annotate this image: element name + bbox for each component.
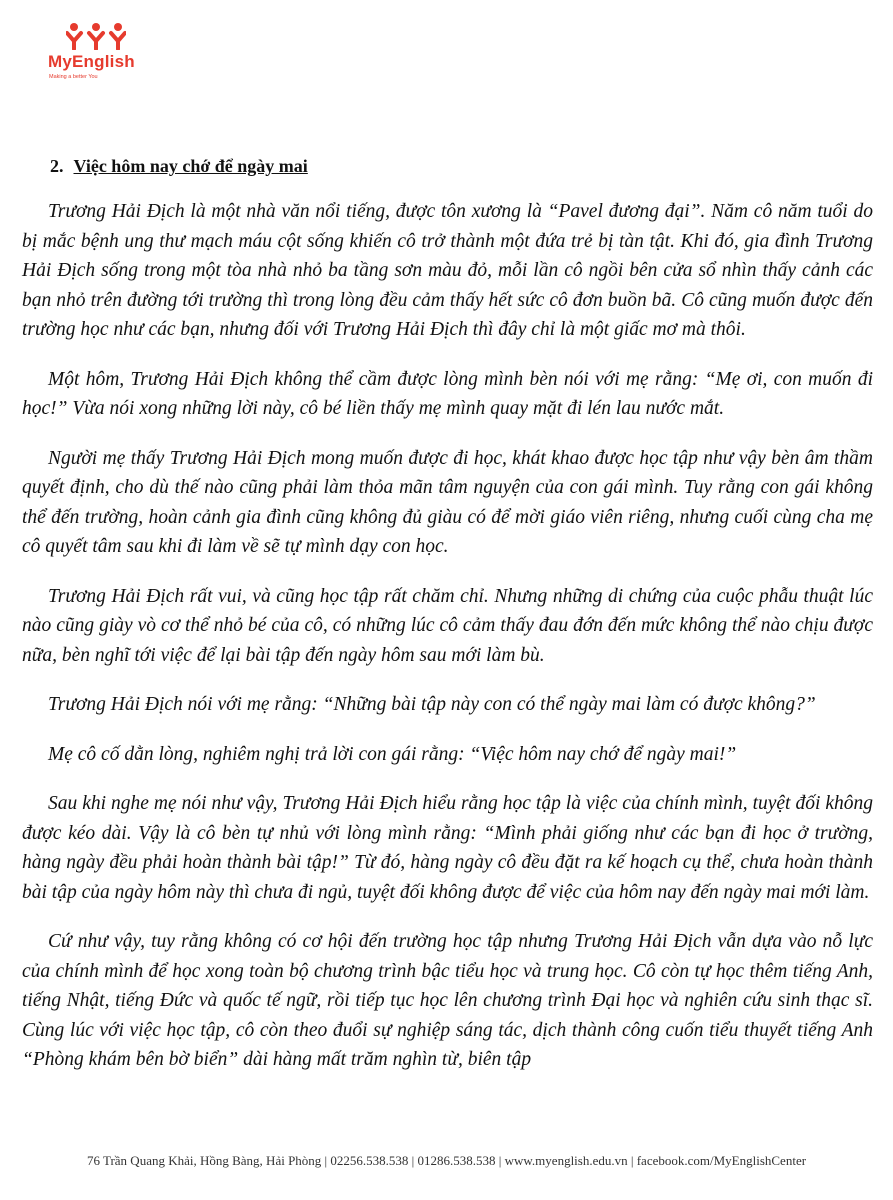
- brand-tagline: Making a better You: [49, 74, 98, 80]
- section-number: 2.: [50, 156, 64, 176]
- page-footer: 76 Trần Quang Khải, Hồng Bàng, Hải Phòng | 02256.538.538 | 01286.538.538 | www.myenglish.edu.vn | facebook.com/MyEnglishCenter: [86, 1153, 807, 1168]
- people-icon: [66, 22, 126, 50]
- paragraph: Một hôm, Trương Hải Địch không thể cầm được lòng mình bèn nói với mẹ rằng: “Mẹ ơi, con muốn đi học!” Vừa nói xong những lời này, cô bé liền thấy mẹ mình quay mặt đi lén lau nước mắt.: [22, 368, 873, 419]
- paragraph: Cứ như vậy, tuy rằng không có cơ hội đến trường học tập nhưng Trương Hải Địch vẫn dựa vào nỗ lực của chính mình để học xong toàn bộ chương trình bậc tiểu học và trung học. Cô còn tự học thêm tiếng Anh, tiếng Nhật, tiếng Đức và quốc tế ngữ, rồi tiếp tục học lên chương trình Đại học và nghiên cứu sinh thạc sĩ. Cùng lúc với việc học tập, cô còn theo đuổi sự nghiệp sáng tác, dịch thành công cuốn tiểu thuyết tiếng Anh “Phòng khám bên bờ biển” dài hàng mất trăm nghìn từ, biên tập: [22, 931, 873, 1070]
- paragraph: Trương Hải Địch rất vui, và cũng học tập rất chăm chỉ. Nhưng những di chứng của cuộc phẫu thuật lúc nào cũng giày vò cơ thể nhỏ bé của cô, có những lúc cô cảm thấy đau đớn đến mức không thể nào chịu được nữa, bèn nghĩ tới việc để lại bài tập đến ngày hôm sau mới làm bù.: [22, 585, 873, 666]
- paragraph: Người mẹ thấy Trương Hải Địch mong muốn được đi học, khát khao được học tập như vậy bèn âm thầm quyết định, cho dù thế nào cũng phải làm thỏa mãn tâm nguyện của con gái mình. Tuy rằng con gái không thể đến trường, hoàn cảnh gia đình cũng không đủ giàu có để mời giáo viên riêng, nhưng cuối cùng cha mẹ cô quyết tâm sau khi đi làm về sẽ tự mình dạy con học.: [22, 447, 873, 557]
- paragraph: Trương Hải Địch nói với mẹ rằng: “Những bài tập này con có thể ngày mai làm có được không?”: [48, 694, 816, 715]
- paragraph: Sau khi nghe mẹ nói như vậy, Trương Hải Địch hiểu rằng học tập là việc của chính mình, tuyệt đối không được kéo dài. Vậy là cô bèn tự nhủ với lòng mình rằng: “Mình phải giống như các bạn đi học ở trường, hàng ngày đều phải hoàn thành bài tập!” Từ đó, hàng ngày cô đều đặt ra kế hoạch cụ thể, chưa hoàn thành bài tập của ngày hôm này thì chưa đi ngủ, tuyệt đối không được để việc của hôm nay đến ngày mai mới làm.: [22, 793, 873, 903]
- story-body: [22, 197, 873, 1095]
- paragraph: Mẹ cô cố dằn lòng, nghiêm nghị trả lời con gái rằng: “Việc hôm nay chớ để ngày mai!”: [48, 743, 737, 765]
- paragraph: Trương Hải Địch là một nhà văn nổi tiếng, được tôn xương là “Pavel đương đại”. Năm cô năm tuổi do bị mắc bệnh ung thư mạch máu cột sống khiến cô trở thành một đứa trẻ bị tàn tật. Khi đó, gia đình Trương Hải Địch sống trong một tòa nhà nhỏ ba tầng sơn màu đỏ, mỗi lần cô ngồi bên cửa sổ nhìn thấy cảnh các bạn nhỏ trên đường tới trường thì trong lòng đều cảm thấy hết sức cô đơn buồn bã. Cô cũng muốn được đến trường học như các bạn, nhưng đối với Trương Hải Địch thì đây chỉ là một giấc mơ mà thôi.: [22, 201, 873, 340]
- logo: [48, 22, 158, 88]
- section-heading: [50, 156, 308, 177]
- section-title: Việc hôm nay chớ để ngày mai: [73, 156, 308, 176]
- brand-name: MyEnglish: [48, 52, 135, 71]
